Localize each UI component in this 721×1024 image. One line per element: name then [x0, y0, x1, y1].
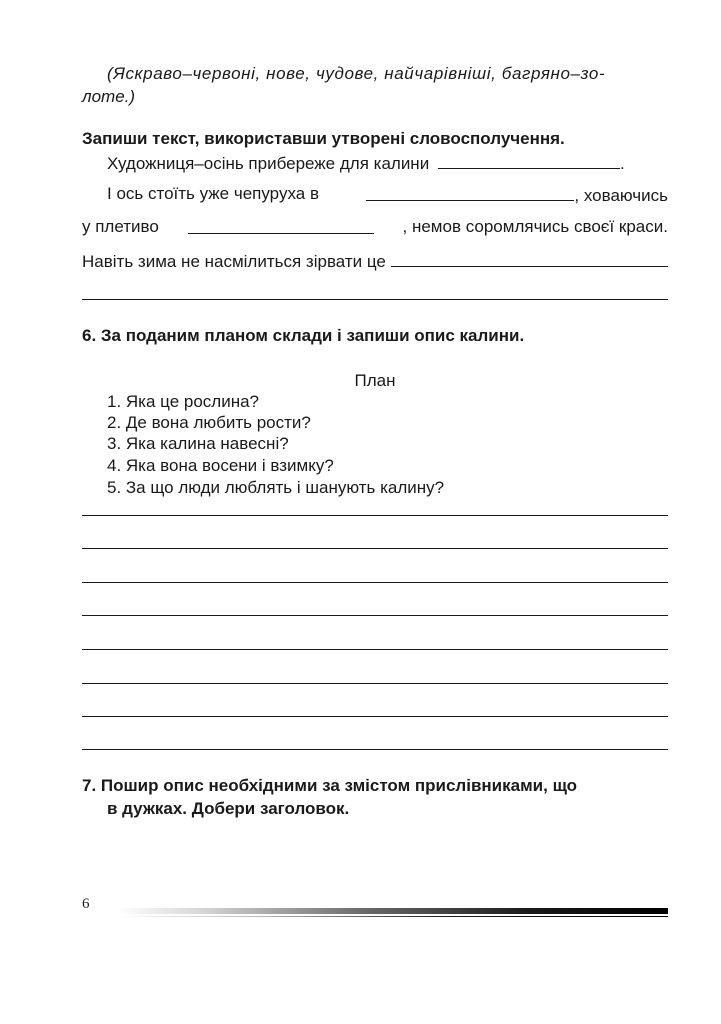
hint-text-1: (Яскраво–червоні, нове, чудове, найчарівніші, багряно–зо- [107, 64, 606, 83]
fill-blank-2[interactable] [366, 183, 574, 201]
sentence-4-text: Навіть зима не насмілиться зірвати це [82, 252, 386, 271]
writing-line[interactable] [82, 515, 668, 516]
hint-line-2 [82, 86, 668, 108]
plan-item: 3. Яка калина навесні? [107, 434, 289, 453]
sentence-3-end: , немов соромлячись своєї краси. [402, 217, 668, 236]
sentence-4 [82, 249, 668, 273]
plan-item: 4. Яка вона восени і взимку? [107, 456, 334, 475]
sentence-2 [82, 183, 668, 207]
page-number: 6 [82, 896, 90, 912]
hint-line-1 [82, 63, 668, 85]
writing-line[interactable] [82, 683, 668, 684]
sentence-3 [82, 216, 668, 238]
hint-text-2: лоте.) [82, 87, 136, 106]
fill-blank-1[interactable] [438, 151, 620, 169]
sentence-1-end: . [619, 154, 625, 173]
writing-line[interactable] [82, 582, 668, 583]
task-7-heading-text-1: 7. Пошир опис необхідними за змістом прислівниками, що [82, 776, 578, 795]
fill-blank-4[interactable] [391, 249, 668, 267]
writing-line[interactable] [82, 615, 668, 616]
task-7-heading-line-1 [82, 775, 668, 797]
sentence-3-text: у плетиво [82, 217, 159, 236]
task-7-heading-text-2: в дужках. Добери заголовок. [107, 799, 350, 818]
writing-line[interactable] [82, 649, 668, 650]
footer-gradient-bar [116, 908, 668, 914]
sentence-1-text: Художниця–осінь прибереже для калини [107, 154, 430, 173]
fill-blank-3[interactable] [188, 216, 374, 234]
plan-item: 2. Де вона любить рости? [107, 413, 311, 432]
sentence-1 [82, 151, 668, 175]
sentence-2-end: , ховаючись [574, 186, 668, 205]
writing-line[interactable] [82, 749, 668, 750]
footer-rule [116, 916, 668, 917]
plan-item: 5. За що люди люблять і шанують калину? [107, 478, 445, 497]
task-6-heading-text: 6. За поданим планом склади і запиши опис калини. [82, 326, 525, 345]
writing-line[interactable] [82, 299, 668, 300]
task-7-heading-line-2 [82, 798, 668, 820]
plan-item: 1. Яка це рослина? [107, 392, 260, 411]
plan-title: План [354, 371, 396, 390]
writing-line[interactable] [82, 716, 668, 717]
rewrite-task-heading-text: Запиши текст, використавши утворені словосполучення. [82, 129, 565, 148]
writing-line[interactable] [82, 548, 668, 549]
rewrite-task-heading [82, 128, 668, 150]
task-6-heading [82, 325, 668, 347]
sentence-2-text: І ось стоїть уже чепуруха в [107, 184, 319, 203]
